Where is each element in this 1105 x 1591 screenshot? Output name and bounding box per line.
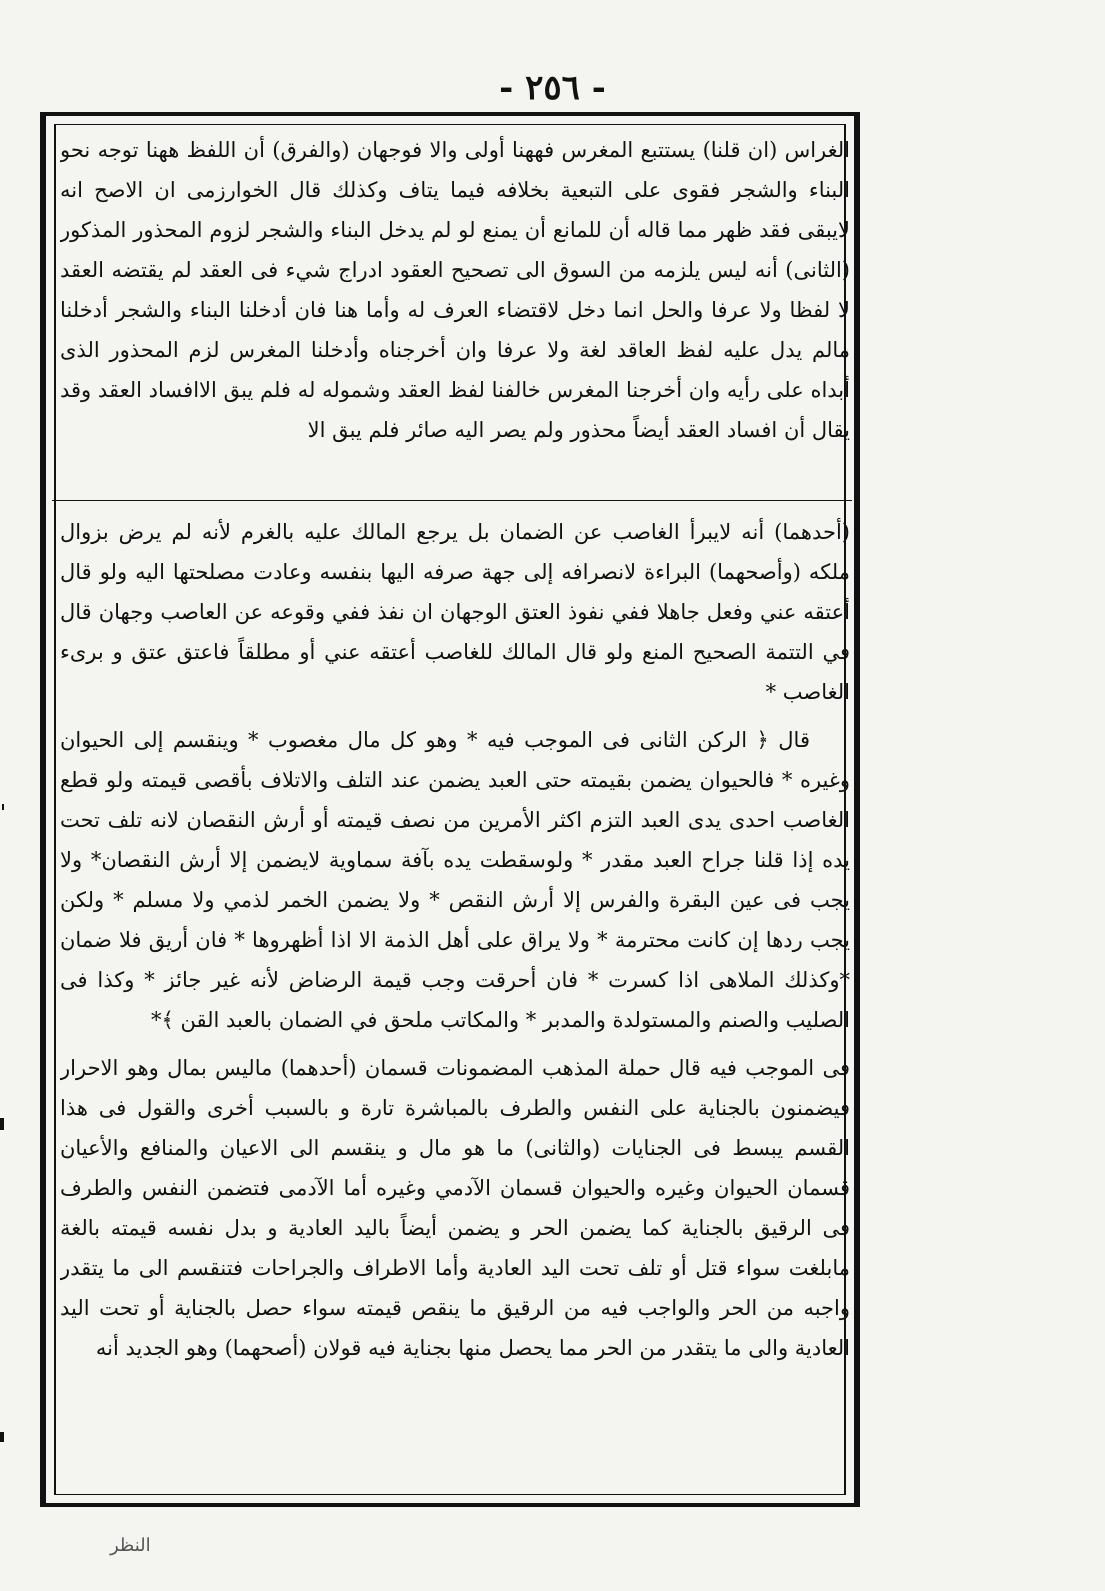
edge-mark-left-1: [0, 1118, 4, 1130]
edge-mark-left-2: [0, 1432, 4, 1442]
page-number: - ٢٥٦ -: [499, 68, 606, 108]
edge-mark-left-3: [2, 804, 4, 810]
main-text: [60, 512, 850, 1427]
top-commentary: [60, 130, 850, 488]
main-paragraph-3: فى الموجب فيه قال حملة المذهب المضمونات قسمان (أحدهما) ماليس بمال وهو الاحرار فيضمنون بالجناية على النفس والطرف بالمباشرة تارة و بالسبب أخرى والقول فى هذا القسم يبسط فى الجنايات (والثانى) ما هو مال و ينقسم الى الاعيان والمنافع والأعيان قسمان الحيوان وغيره والحيوان قسمان الآدمي وغيره أما الآدمى فتضمن النفس والطرف فى الرقيق بالجناية كما يضمن الحر و يضمن أيضاً باليد العادية و بدل نفسه قيمته بالغة مابلغت سواء قتل أو تلف تحت اليد العادية وأما الاطراف والجراحات فتنقسم الى ما يتقدر واجبه من الحر والواجب فيه من الرقيق ما ينقص قيمته سواء حصل بالجناية أو تحت اليد العادية والى ما يتقدر من الحر مما يحصل منها بجناية فيه قولان (أصحهما) وهو الجديد أنه: [60, 1056, 850, 1360]
main-paragraph-2: قال ﴿ الركن الثانى فى الموجب فيه * وهو كل مال مغصوب * وينقسم إلى الحيوان وغيره * فالحيوان يضمن بقيمته حتى العبد يضمن عند التلف والاتلاف بأقصى قيمته ولو قطع الغاصب احدى يدى العبد التزم اكثر الأمرين من نصف قيمته أو أرش النقصان لانه تلف تحت يده إذا قلنا جراح العبد مقدر * ولوسقطت يده بآفة سماوية لايضمن إلا أرش النقصان* ولا يجب فى عين البقرة والفرس إلا أرش النقص * ولا يضمن الخمر لذمي ولا مسلم * ولكن يجب ردها إن كانت محترمة * ولا يراق على أهل الذمة الا اذا أظهروها * فان أريق فلا ضمان *وكذلك الملاهى اذا كسرت * فان أحرقت وجب قيمة الرضاض لأنه غير جائز * وكذا فى الصليب والصنم والمستولدة والمدبر * والمكاتب ملحق في الضمان بالعبد القن ﴾*: [60, 728, 850, 1032]
catchword: النظر: [110, 1535, 151, 1556]
main-paragraph-1: (أحدهما) أنه لايبرأ الغاصب عن الضمان بل يرجع المالك عليه بالغرم لأنه لم يرض بزوال ملكه (وأصحهما) البراءة لانصرافه إلى جهة صرفه اليها بنفسه وعادت مصلحتها اليه ولو قال أعتقه عني وفعل جاهلا ففي نفوذ العتق الوجهان ان نفذ ففي وقوعه عن العاصب وجهان قال في التتمة الصحيح المنع ولو قال المالك للغاصب أعتقه عني أو مطلقاً فاعتق عتق و برىء الغاصب *: [60, 520, 850, 704]
section-divider: [52, 500, 852, 501]
top-commentary-paragraph: الغراس (ان قلنا) يستتبع المغرس فههنا أولى والا فوجهان (والفرق) أن اللفظ ههنا توجه نحو البناء والشجر فقوى على التبعية بخلافه فيما يتاف وكذلك قال الخوارزمى ان الاصح انه لايبقى فقد ظهر مما قاله أن للمانع أن يمنع لو لم يدخل البناء والشجر لزوم المحذور المذكور (الثانى) أنه ليس يلزمه من السوق الى تصحيح العقود ادراج شيء فى العقد لم يقتضه العقد لا لفظا ولا عرفا والحل انما دخل لاقتضاء العرف له وأما هنا فان أدخلنا البناء والشجر أدخلنا مالم يدل عليه لفظ العاقد لغة ولا عرفا وان أخرجناه وأدخلنا المغرس لزم المحذور الذى أبداه على رأيه وان أخرجنا المغرس خالفنا لفظ العقد وشموله له فلم يبق الاافساد العقد وقد يقال أن افساد العقد أيضاً محذور ولم يصر اليه صائر فلم يبق الا: [60, 138, 850, 442]
